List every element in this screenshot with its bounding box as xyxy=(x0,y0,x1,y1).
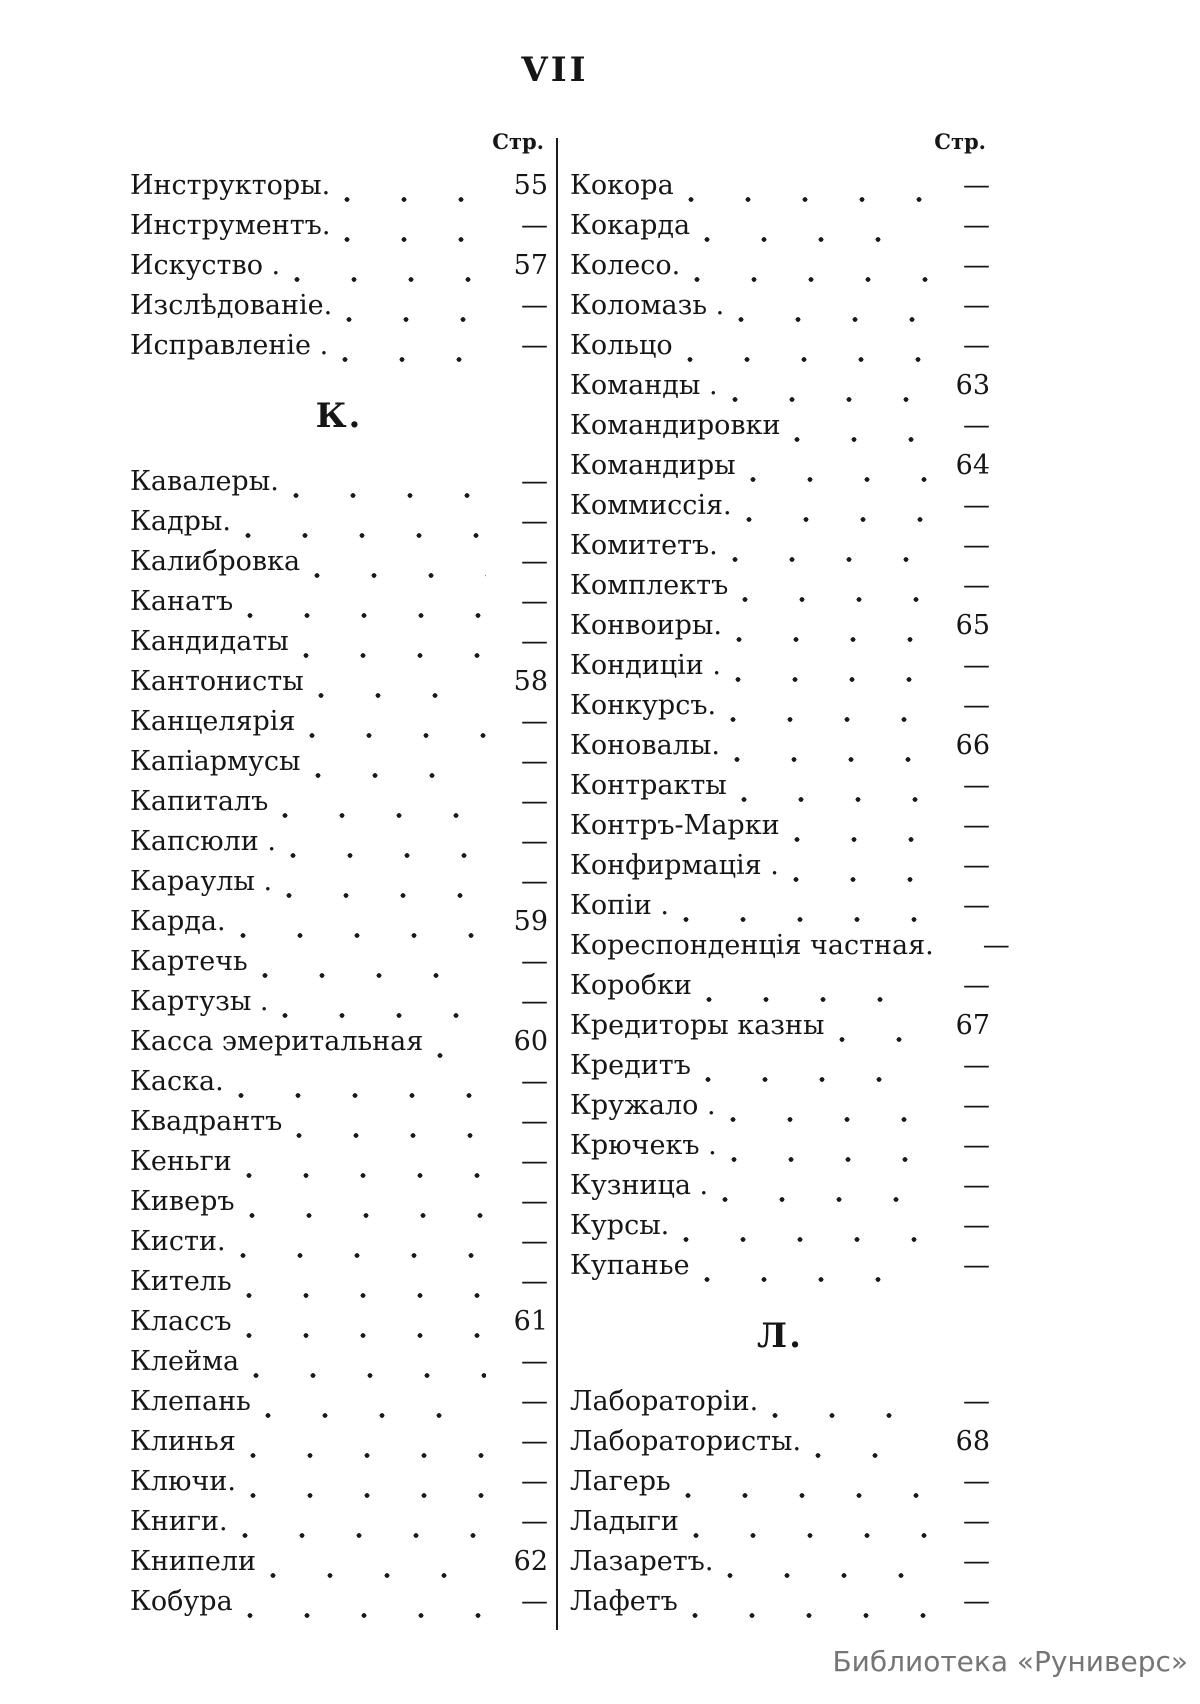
page-number: — xyxy=(963,650,990,681)
entry-label: Книпели xyxy=(130,1546,257,1577)
dot-leader xyxy=(730,1116,928,1123)
page-number: 66 xyxy=(955,730,990,761)
index-row xyxy=(130,666,548,706)
dot-leader xyxy=(293,492,486,499)
entry-label: Инструкторы. xyxy=(130,170,331,201)
index-row xyxy=(130,250,548,290)
index-row xyxy=(130,706,548,746)
dot-leader xyxy=(741,796,928,803)
index-row xyxy=(570,490,990,530)
page-number: — xyxy=(521,786,548,817)
page-number: 57 xyxy=(513,250,548,281)
entry-label: Командиры xyxy=(570,450,736,481)
dot-leader xyxy=(265,1412,486,1419)
dot-leader xyxy=(342,356,486,363)
dot-leader xyxy=(738,316,928,323)
index-row xyxy=(130,986,548,1026)
index-row xyxy=(570,850,990,890)
entry-label: Лагерь xyxy=(570,1466,671,1497)
entry-label: Лазаретъ. xyxy=(570,1546,714,1577)
entry-label: Лаборатористы. xyxy=(570,1426,802,1457)
dot-leader xyxy=(246,1292,486,1299)
dot-leader xyxy=(294,276,486,283)
page-number: — xyxy=(521,866,548,897)
index-row xyxy=(130,546,548,586)
index-row xyxy=(570,250,990,290)
page-number: — xyxy=(963,1250,990,1281)
entry-label: Квадрантъ xyxy=(130,1106,283,1137)
dot-leader xyxy=(694,276,928,283)
dot-leader xyxy=(735,676,928,683)
page-number: — xyxy=(521,946,548,977)
page-number: — xyxy=(521,586,548,617)
index-row xyxy=(130,466,548,506)
page-number: 68 xyxy=(955,1426,990,1457)
index-row xyxy=(130,1506,548,1546)
entry-label: Картузы . xyxy=(130,986,269,1017)
index-row xyxy=(130,1066,548,1106)
index-row xyxy=(570,1506,990,1546)
page-number: — xyxy=(963,250,990,281)
index-row xyxy=(130,506,548,546)
page-number: — xyxy=(521,1146,548,1177)
index-row xyxy=(130,1186,548,1226)
dot-leader xyxy=(794,436,928,443)
entry-label: Командировки xyxy=(570,410,781,441)
entry-label: Коломазь . xyxy=(570,290,725,321)
page-number: — xyxy=(521,1266,548,1297)
index-row xyxy=(570,570,990,610)
entry-label: Классъ xyxy=(130,1306,232,1337)
dot-leader xyxy=(250,1452,486,1459)
dot-leader xyxy=(247,612,486,619)
entry-label: Коновалы. xyxy=(570,730,720,761)
entry-label: Клепань xyxy=(130,1386,251,1417)
dot-leader xyxy=(705,1076,928,1083)
dot-leader xyxy=(250,1492,486,1499)
index-row xyxy=(570,970,990,1010)
page-number: — xyxy=(521,466,548,497)
dot-leader xyxy=(683,916,928,923)
entry-label: Канцелярія xyxy=(130,706,296,737)
entry-label: Коробки xyxy=(570,970,692,1001)
dot-leader xyxy=(736,636,928,643)
page-number: — xyxy=(982,930,1010,961)
dot-leader xyxy=(772,1412,928,1419)
entry-label: Кокора xyxy=(570,170,674,201)
entry-label: Комитетъ. xyxy=(570,530,718,561)
index-row xyxy=(570,930,1010,970)
entry-label: Каска. xyxy=(130,1066,224,1097)
entry-label: Искуство . xyxy=(130,250,281,281)
dot-leader xyxy=(303,652,486,659)
entry-label: Кондиціи . xyxy=(570,650,721,681)
page-number: — xyxy=(963,890,990,921)
index-row xyxy=(570,810,990,850)
entry-label: Китель xyxy=(130,1266,232,1297)
page-number: — xyxy=(963,1050,990,1081)
page-number: — xyxy=(521,706,548,737)
page-number: — xyxy=(963,570,990,601)
index-row xyxy=(570,370,990,410)
dot-leader xyxy=(727,1572,928,1579)
page-number: — xyxy=(521,626,548,657)
page-number: — xyxy=(963,210,990,241)
section-header: Л. xyxy=(757,1316,803,1356)
dot-leader xyxy=(794,836,928,843)
dot-leader xyxy=(815,1452,928,1459)
index-row xyxy=(570,290,990,330)
entry-label: Капсюли . xyxy=(130,826,276,857)
entry-label: Лабораторіи. xyxy=(570,1386,759,1417)
page-number: — xyxy=(521,290,548,321)
dot-leader xyxy=(262,972,486,979)
page-folio: VII xyxy=(521,50,589,90)
dot-leader xyxy=(246,1172,486,1179)
dot-leader xyxy=(282,1012,486,1019)
entry-label: Инструментъ. xyxy=(130,210,331,241)
entry-label: Конфирмація . xyxy=(570,850,779,881)
index-row xyxy=(570,1426,990,1466)
dot-leader xyxy=(793,876,928,883)
dot-leader xyxy=(240,1252,486,1259)
dot-leader xyxy=(238,1092,486,1099)
entry-label: Исправленіе . xyxy=(130,330,329,361)
page-number: — xyxy=(963,410,990,441)
index-row xyxy=(570,1050,990,1090)
entry-label: Книги. xyxy=(130,1506,228,1537)
dot-leader xyxy=(245,532,486,539)
section-header: К. xyxy=(315,396,363,436)
index-row xyxy=(570,1130,990,1170)
column-divider xyxy=(556,138,558,1630)
dot-leader xyxy=(242,1532,486,1539)
dot-leader xyxy=(685,1492,928,1499)
page-number: — xyxy=(521,1586,548,1617)
entry-label: Кеньги xyxy=(130,1146,232,1177)
dot-leader xyxy=(734,756,928,763)
page-number: — xyxy=(963,330,990,361)
index-column-left xyxy=(130,126,548,1626)
page-column-header: Стр. xyxy=(492,129,544,154)
index-row xyxy=(570,410,990,450)
entry-label: Кузница . xyxy=(570,1170,709,1201)
page-number: — xyxy=(963,1090,990,1121)
index-row xyxy=(130,786,548,826)
dot-leader xyxy=(240,932,486,939)
entry-label: Кружало . xyxy=(570,1090,716,1121)
dot-leader xyxy=(344,196,486,203)
dot-leader xyxy=(687,356,928,363)
index-row xyxy=(130,1386,548,1426)
page-number: — xyxy=(521,1386,548,1417)
entry-label: Контракты xyxy=(570,770,727,801)
entry-label: Конкурсъ. xyxy=(570,690,717,721)
entry-label: Курсы. xyxy=(570,1210,670,1241)
page-number: — xyxy=(521,986,548,1017)
dot-leader xyxy=(249,1212,486,1219)
page-number: — xyxy=(963,1386,990,1417)
index-row xyxy=(570,1466,990,1506)
dot-leader xyxy=(296,1132,486,1139)
page-number: — xyxy=(521,1346,548,1377)
page-number: — xyxy=(521,1426,548,1457)
index-row xyxy=(130,290,548,330)
dot-leader xyxy=(290,852,486,859)
entry-label: Копіи . xyxy=(570,890,669,921)
index-row xyxy=(130,1466,548,1506)
entry-label: Кольцо xyxy=(570,330,673,361)
dot-leader xyxy=(246,1332,486,1339)
dot-leader xyxy=(683,1236,928,1243)
index-row xyxy=(570,770,990,810)
dot-leader xyxy=(270,1572,486,1579)
library-watermark: Библиотека «Руниверс» xyxy=(832,1645,1188,1678)
dot-leader xyxy=(282,812,486,819)
dot-leader xyxy=(732,556,928,563)
page-number: 61 xyxy=(513,1306,548,1337)
dot-leader xyxy=(742,596,928,603)
page-number: 65 xyxy=(955,610,990,641)
index-row xyxy=(570,610,990,650)
index-row xyxy=(570,890,990,930)
entry-label: Клинья xyxy=(130,1426,236,1457)
dot-leader xyxy=(346,316,486,323)
page-number: — xyxy=(963,1466,990,1497)
page-number: 63 xyxy=(955,370,990,401)
entry-label: Кредитъ xyxy=(570,1050,691,1081)
dot-leader xyxy=(750,476,928,483)
dot-leader xyxy=(437,1052,486,1059)
page-number: — xyxy=(521,1186,548,1217)
dot-leader xyxy=(706,996,928,1003)
page-number: — xyxy=(521,1506,548,1537)
index-row xyxy=(130,746,548,786)
entry-label: Кандидаты xyxy=(130,626,289,657)
page-number: 58 xyxy=(513,666,548,697)
entry-label: Команды . xyxy=(570,370,718,401)
page-number: — xyxy=(963,770,990,801)
dot-leader xyxy=(730,716,928,723)
entry-label: Конвоиры. xyxy=(570,610,722,641)
index-row xyxy=(570,1386,990,1426)
page-number: 67 xyxy=(955,1010,990,1041)
entry-label: Карда. xyxy=(130,906,226,937)
entry-label: Клейма xyxy=(130,1346,240,1377)
dot-leader xyxy=(746,516,928,523)
page-number: — xyxy=(963,1130,990,1161)
entry-label: Купанье xyxy=(570,1250,690,1281)
dot-leader xyxy=(731,1156,928,1163)
dot-leader xyxy=(688,196,928,203)
index-row xyxy=(570,1250,990,1290)
entry-label: Киверъ xyxy=(130,1186,235,1217)
page-number: — xyxy=(963,970,990,1001)
dot-leader xyxy=(309,732,486,739)
page-number: 62 xyxy=(513,1546,548,1577)
dot-leader xyxy=(314,572,486,579)
index-row xyxy=(570,690,990,730)
page-number: — xyxy=(963,1586,990,1617)
page-number: — xyxy=(963,1170,990,1201)
entry-label: Кореспонденція частная. xyxy=(570,930,934,961)
index-row xyxy=(130,586,548,626)
index-row xyxy=(130,1146,548,1186)
page-number: — xyxy=(963,850,990,881)
page-column-header: Стр. xyxy=(934,129,986,154)
dot-leader xyxy=(704,1276,928,1283)
page-number: 55 xyxy=(513,170,548,201)
entry-label: Ключи. xyxy=(130,1466,236,1497)
page-number: — xyxy=(521,330,548,361)
page-number: — xyxy=(521,1226,548,1257)
index-row xyxy=(130,826,548,866)
dot-leader xyxy=(286,892,486,899)
index-row xyxy=(570,530,990,570)
index-row xyxy=(570,1170,990,1210)
page-number: — xyxy=(963,1210,990,1241)
dot-leader xyxy=(247,1612,486,1619)
page-number: — xyxy=(963,690,990,721)
index-row xyxy=(570,450,990,490)
entry-label: Крючекъ . xyxy=(570,1130,717,1161)
entry-label: Кисти. xyxy=(130,1226,226,1257)
index-row xyxy=(570,1546,990,1586)
index-row xyxy=(570,1010,990,1050)
entry-label: Контръ-Марки xyxy=(570,810,780,841)
index-row xyxy=(130,1306,548,1346)
dot-leader xyxy=(318,692,486,699)
page-number: — xyxy=(963,1506,990,1537)
entry-label: Караулы . xyxy=(130,866,273,897)
index-row xyxy=(130,1586,548,1626)
index-column-right xyxy=(570,126,1010,1626)
page-number: 64 xyxy=(955,450,990,481)
entry-label: Комплектъ xyxy=(570,570,729,601)
entry-label: Кобура xyxy=(130,1586,233,1617)
index-row xyxy=(130,1106,548,1146)
entry-label: Капіармусы xyxy=(130,746,301,777)
dot-leader xyxy=(839,1036,928,1043)
entry-label: Кавалеры. xyxy=(130,466,279,497)
entry-label: Калибровка xyxy=(130,546,301,577)
index-row xyxy=(130,1266,548,1306)
index-row xyxy=(130,1546,548,1586)
dot-leader xyxy=(253,1372,486,1379)
entry-label: Кредиторы казны xyxy=(570,1010,825,1041)
index-row xyxy=(130,210,548,250)
dot-leader xyxy=(693,1532,928,1539)
index-row xyxy=(570,1090,990,1130)
page-number: — xyxy=(521,210,548,241)
entry-label: Коммиссія. xyxy=(570,490,732,521)
entry-label: Кокарда xyxy=(570,210,691,241)
index-row xyxy=(570,330,990,370)
page-number: — xyxy=(521,1066,548,1097)
index-row xyxy=(570,650,990,690)
entry-label: Картечь xyxy=(130,946,248,977)
index-row xyxy=(130,1026,548,1066)
index-row xyxy=(570,730,990,770)
index-row xyxy=(130,906,548,946)
entry-label: Ладыги xyxy=(570,1506,679,1537)
index-row xyxy=(130,946,548,986)
dot-leader xyxy=(692,1612,928,1619)
index-row xyxy=(130,1226,548,1266)
page-number: — xyxy=(521,826,548,857)
page-number: — xyxy=(963,170,990,201)
dot-leader xyxy=(704,236,928,243)
index-row xyxy=(130,1346,548,1386)
page-number: 60 xyxy=(513,1026,548,1057)
dot-leader xyxy=(732,396,928,403)
page-number: — xyxy=(963,1546,990,1577)
page-number: — xyxy=(521,1106,548,1137)
entry-label: Капиталъ xyxy=(130,786,269,817)
page-number: — xyxy=(963,530,990,561)
index-row xyxy=(570,170,990,210)
index-row xyxy=(130,330,548,370)
page-number: — xyxy=(521,546,548,577)
entry-label: Лафетъ xyxy=(570,1586,678,1617)
entry-label: Канатъ xyxy=(130,586,234,617)
entry-label: Кадры. xyxy=(130,506,231,537)
page-number: — xyxy=(521,746,548,777)
dot-leader xyxy=(344,236,486,243)
entry-label: Изслѣдованіе. xyxy=(130,290,333,321)
index-row xyxy=(570,1210,990,1250)
page-number: — xyxy=(521,506,548,537)
index-row xyxy=(130,1426,548,1466)
index-row xyxy=(130,170,548,210)
entry-label: Колесо. xyxy=(570,250,681,281)
index-row xyxy=(570,1586,990,1626)
page-number: — xyxy=(963,290,990,321)
index-row xyxy=(570,210,990,250)
page-number: — xyxy=(521,1466,548,1497)
page-number: — xyxy=(963,810,990,841)
index-row xyxy=(130,866,548,906)
entry-label: Кантонисты xyxy=(130,666,304,697)
dot-leader xyxy=(315,772,486,779)
index-row xyxy=(130,626,548,666)
dot-leader xyxy=(722,1196,928,1203)
page-number: 59 xyxy=(513,906,548,937)
entry-label: Касса эмеритальная xyxy=(130,1026,424,1057)
page-number: — xyxy=(963,490,990,521)
